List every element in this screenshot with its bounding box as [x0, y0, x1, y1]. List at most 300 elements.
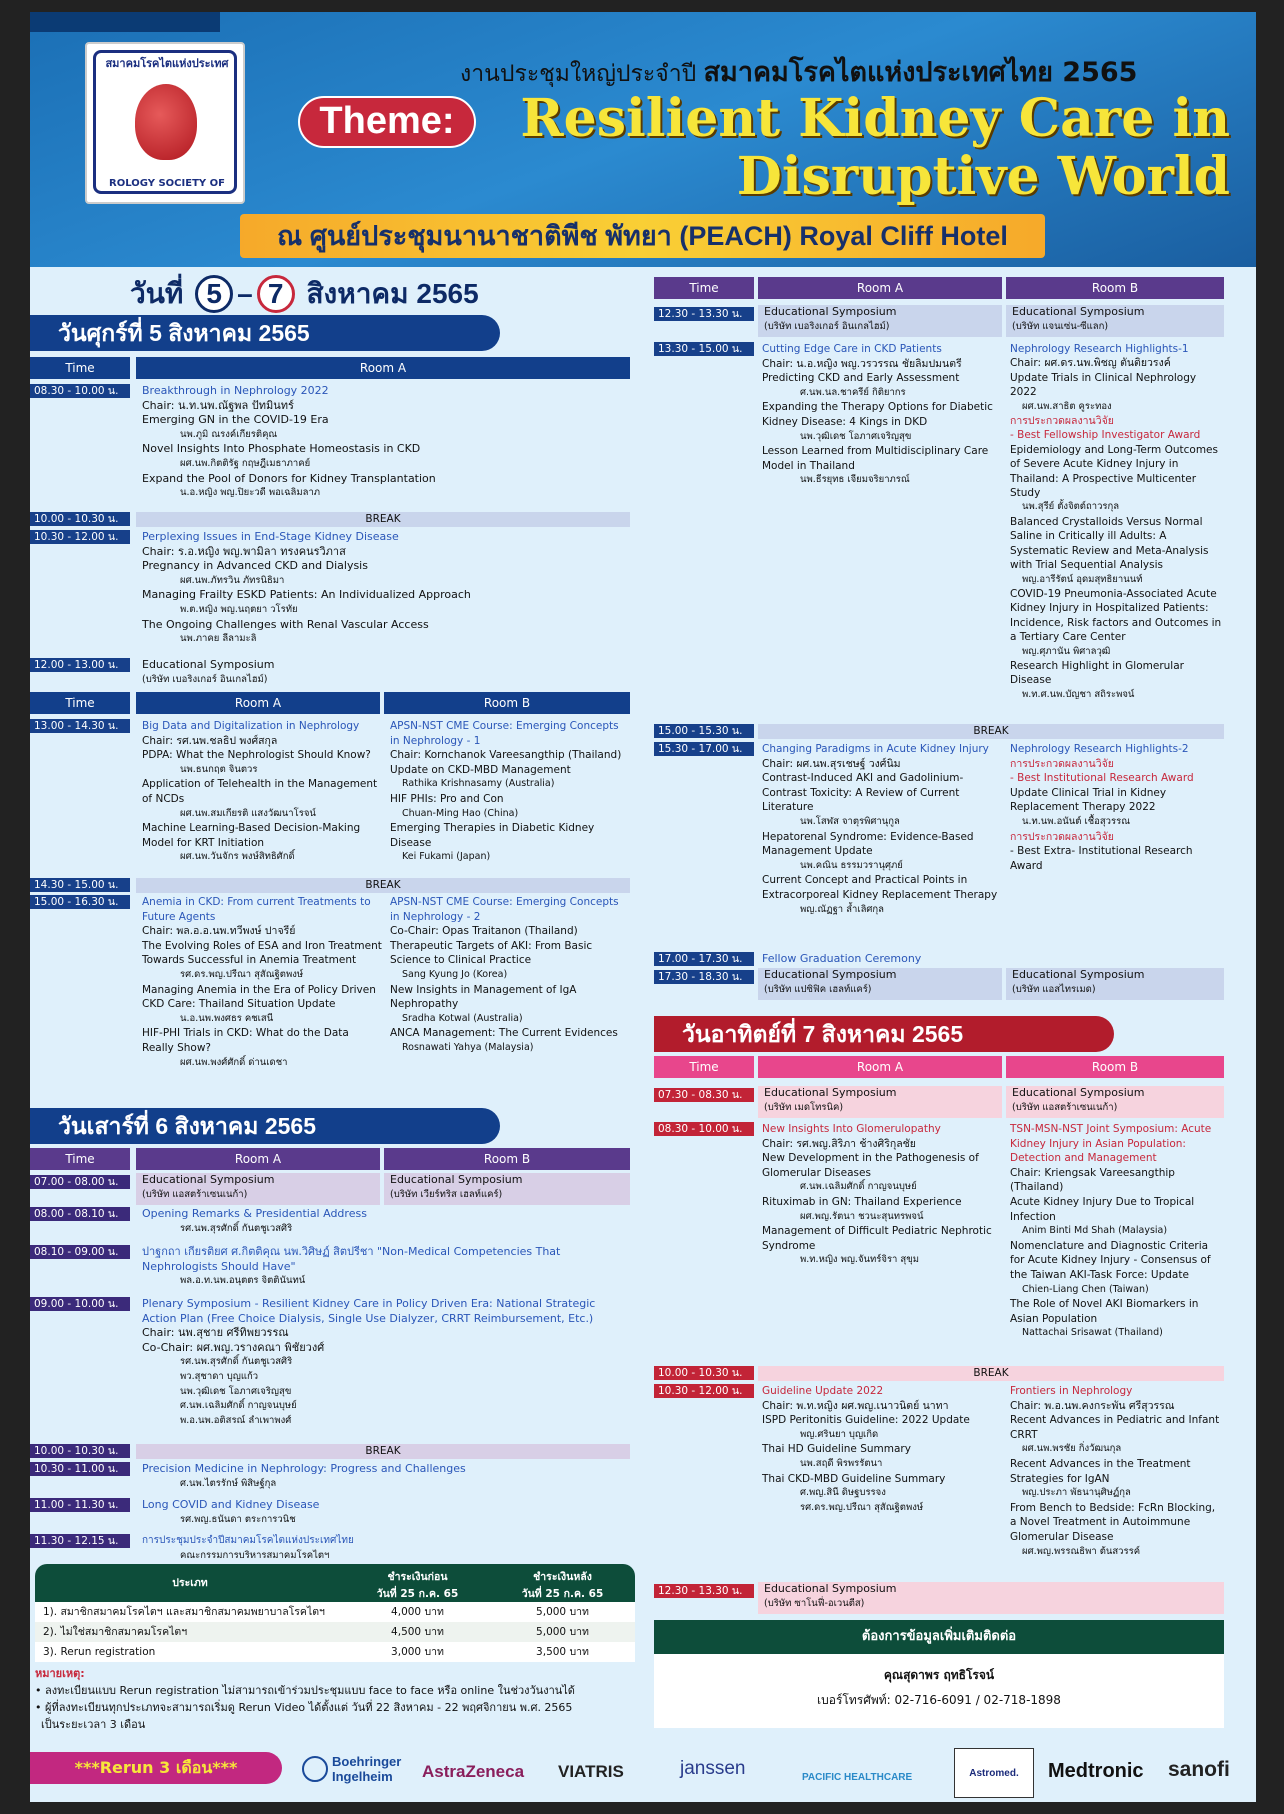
time-slot: 07.00 - 08.00 น. [30, 1175, 130, 1189]
logo-text-bottom: ROLOGY SOCIETY OF [109, 178, 225, 189]
speaker: ผศ.พญ.พรรณธิพา ต้นสวรรค์ [1022, 1545, 1141, 1557]
note-item: • ลงทะเบียนแบบ Rerun registration ไม่สามารถเข้าร่วมประชุมแบบ face to face หรือ online ในช่วงวันงานได้ [35, 1684, 575, 1697]
speaker: Nattachai Srisawat (Thailand) [1022, 1327, 1163, 1339]
speaker: นพ.ภูมิ ณรงค์เกียรติคุณ [180, 428, 278, 440]
time-slot: 10.30 - 12.00 น. [654, 1384, 754, 1398]
sponsor-astromed: Astromed. [954, 1748, 1034, 1798]
talk: ISPD Peritonitis Guideline: 2022 Update [762, 1414, 970, 1427]
col-time: Time [654, 1056, 754, 1078]
talk: Balanced Crystalloids Versus Normal Saline in Critically ill Adults: A Systematic Review and Meta-Analysis with Trial Sequential Analysis [1010, 515, 1209, 572]
sponsor-name: Boehringer [332, 1754, 402, 1769]
contact-name: คุณสุดาพร ฤทธิโรจน์ [883, 1668, 995, 1682]
fee-before-line1: ชำระเงินก่อน [387, 1571, 448, 1583]
session-block [384, 1173, 630, 1205]
speaker: น.ท.นพ.อนันต์ เชื้อสุวรรณ [1022, 815, 1131, 827]
time-slot: 12.00 - 13.00 น. [30, 658, 130, 672]
notes-title: หมายเหตุ: [35, 1667, 85, 1680]
speaker: นพ.วุฒิเดช โอภาศเจริญสุข [800, 430, 912, 442]
talk: Thai CKD-MBD Guideline Summary [762, 1472, 946, 1485]
session-block [390, 719, 628, 865]
talk: Update on CKD-MBD Management [390, 763, 571, 776]
session-chair: Chair: รศ.นพ.ชลธิป พงศ์สกุล [142, 734, 278, 747]
fee-after-line1: ชำระเงินหลัง [533, 1571, 592, 1583]
speaker: คณะกรรมการบริหารสมาคมโรคไตฯ [180, 1549, 330, 1561]
sponsor-pacific: PACIFIC HEALTHCARE [802, 1772, 913, 1783]
notes [35, 1665, 635, 1733]
speaker: พญ.ณัฏฐา ล้ำเลิศกุล [800, 903, 884, 915]
session-title: Perplexing Issues in End-Stage Kidney Disease [142, 530, 399, 543]
break-row: BREAK [136, 512, 630, 527]
session-sponsor: (บริษัท เมดโทรนิค) [764, 1101, 844, 1113]
time-slot: 15.00 - 15.30 น. [654, 724, 754, 738]
session-block [758, 305, 1002, 337]
day3-header: วันอาทิตย์ที่ 7 สิงหาคม 2565 [654, 1016, 1114, 1052]
session-block [142, 1534, 622, 1563]
session-chair: Chair: น.อ.หญิง พญ.วรวรรณ ชัยลิมปมนตรี [762, 357, 962, 370]
session-title: Precision Medicine in Nephrology: Progress and Challenges [142, 1462, 466, 1475]
theme-label: Theme: [298, 96, 476, 148]
talk: Managing Frailty ESKD Patients: An Individualized Approach [142, 588, 471, 602]
time-slot: 17.00 - 17.30 น. [654, 952, 754, 966]
speaker: น.อ.หญิง พญ.ปิยะวดี พอเฉลิมลาภ [180, 487, 321, 499]
time-slot: 08.10 - 09.00 น. [30, 1245, 130, 1259]
note-item: • ผู้ที่ลงทะเบียนทุกประเภทจะสามารถเริ่มดู Rerun Video ได้ตั้งแต่ วันที่ 22 สิงหาคม - 22 พฤศจิกายน พ.ศ. 2565 [35, 1701, 573, 1714]
award-label: - Best Fellowship Investigator Award [1010, 429, 1201, 442]
fee-after-line2: วันที่ 25 ก.ค. 65 [521, 1588, 604, 1600]
speaker: Anim Binti Md Shah (Malaysia) [1022, 1225, 1168, 1237]
time-slot: 14.30 - 15.00 น. [30, 878, 130, 892]
fee-before: 4,500 บาท [391, 1626, 444, 1638]
col-room-a: Room A [136, 1148, 380, 1170]
speaker: Chuan-Ming Hao (China) [402, 807, 519, 819]
speaker: พ.ท.หญิง พญ.จันทร์จิรา สุขุม [800, 1254, 919, 1266]
session-sponsor: (บริษัท แปซิฟิค เฮลท์แคร์) [764, 983, 872, 995]
talk: Emerging Therapies in Diabetic Kidney Disease [390, 822, 595, 849]
session-block [762, 342, 1002, 488]
fee-col-type: ประเภท [35, 1564, 345, 1602]
session-title: การประชุมประจำปีสมาคมโรคไตแห่งประเทศไทย [142, 1535, 354, 1546]
session-block [142, 1297, 622, 1428]
speaker: นพ.สุรีย์ ตั้งจิตต์ถาวรกุล [1022, 501, 1120, 513]
session-block [762, 1122, 1002, 1268]
session-title: Big Data and Digitalization in Nephrology [142, 720, 360, 732]
talk: Pregnancy in Advanced CKD and Dialysis [142, 559, 368, 573]
sponsor-astrazeneca: AstraZeneca [422, 1762, 525, 1781]
session-title: Educational Symposium [142, 658, 275, 671]
session-title: Frontiers in Nephrology [1010, 1385, 1133, 1397]
speaker: ผศ.นพ.พงศ์ศักดิ์ ด่านเดชา [180, 1056, 288, 1068]
sponsor-sanofi: sanofi [1168, 1758, 1230, 1781]
fee-header-row [35, 1564, 635, 1602]
session-chair: Chair: ร.อ.หญิง พญ.พามิลา ทรงคนรวิภาส [142, 544, 346, 558]
session-block [1010, 342, 1224, 702]
talk: The Role of Novel AKI Biomarkers in Asian Population [1010, 1298, 1199, 1325]
logo-text-top: สมาคมโรคไตแห่งประเทศ [105, 57, 229, 70]
day1-header: วันศุกร์ที่ 5 สิงหาคม 2565 [30, 315, 500, 351]
talk: Thai HD Guideline Summary [762, 1443, 911, 1456]
session-sponsor: (บริษัท เวียร์ทริส เฮลท์แคร์) [390, 1188, 503, 1200]
talk: COVID-19 Pneumonia-Associated Acute Kidney Injury in Hospitalized Patients: Incidence, Risk factors and Outcomes in a Tertiary Care Center [1010, 587, 1222, 644]
session-chair: Chair: พ.ท.หญิง ผศ.พญ.เนาวนิตย์ นาทา [762, 1399, 949, 1412]
session-title: Educational Symposium [764, 1086, 897, 1099]
date-end: 7 [257, 275, 295, 313]
session-title: Anemia in CKD: From current Treatments to Future Agents [142, 896, 371, 923]
talk: Update Clinical Trial in Kidney Replacement Therapy 2022 [1010, 786, 1167, 814]
speaker: น.อ.นพ.พงศธร คชเสนี [180, 1012, 274, 1024]
note-text: ลงทะเบียนแบบ Rerun registration ไม่สามารถเข้าร่วมประชุมแบบ face to face หรือ online ในช่วงวันงานได้ [45, 1684, 575, 1697]
talk: Novel Insights Into Phosphate Homeostasis in CKD [142, 442, 421, 456]
session-title: Guideline Update 2022 [762, 1385, 884, 1397]
speaker: รศ.นพ.สุรศักดิ์ กันตชูเวสศิริ [180, 1222, 293, 1234]
session-block [142, 1462, 622, 1491]
award-label: การประกวดผลงานวิจัย [1010, 830, 1114, 843]
speaker: พว.สุชาดา บุญแก้ว [180, 1370, 259, 1382]
event-prefix: งานประชุมใหญ่ประจำปี [460, 61, 697, 87]
speaker: พญ.ศุภานัน พิศาลวุฒิ [1022, 645, 1111, 657]
award-label: การประกวดผลงานวิจัย [1010, 757, 1114, 770]
talk: HIF-PHI Trials in CKD: What do the Data Really Show? [142, 1027, 349, 1054]
time-slot: 08.30 - 10.00 น. [30, 384, 130, 398]
speaker: นพ.ธีรยุทธ เจียมจริยาภรณ์ [800, 474, 910, 486]
session-title: Educational Symposium [1012, 1086, 1145, 1099]
speaker: ผศ.นพ.วันจักร พงษ์สิทธิศักดิ์ [180, 851, 295, 863]
theme-line2: Disruptive World [736, 146, 1230, 207]
talk: The Evolving Roles of ESA and Iron Treatment Towards Successful in Anemia Treatment [142, 939, 382, 967]
fee-after: 3,500 บาท [536, 1646, 589, 1658]
session-sponsor: (บริษัท แอสตร้าเซนเนก้า) [1012, 1101, 1118, 1113]
talk: New Insights in Management of IgA Nephropathy [390, 983, 577, 1011]
col-time: Time [30, 692, 130, 714]
talk: Epidemiology and Long-Term Outcomes of Severe Acute Kidney Injury in Thailand: A Prospective Multicenter Study [1010, 443, 1218, 500]
time-slot: 10.00 - 10.30 น. [30, 1444, 130, 1458]
speaker: นพ.คณิน ธรรมวรานุศุภย์ [800, 859, 903, 871]
session-block [142, 658, 402, 687]
sponsor-viatris: VIATRIS [558, 1762, 624, 1781]
session-block [142, 530, 622, 647]
fee-after: 5,000 บาท [536, 1606, 589, 1618]
session-title: Opening Remarks & Presidential Address [142, 1207, 367, 1220]
session-title: Educational Symposium [764, 1582, 897, 1595]
session-block [762, 952, 1222, 967]
date-suffix: สิงหาคม 2565 [306, 278, 479, 309]
session-chair: Chair: น.ท.นพ.ณัฐพล ปัทมินทร์ [142, 398, 294, 412]
contact-phone: เบอร์โทรศัพท์: 02-716-6091 / 02-718-1898 [817, 1693, 1061, 1707]
session-title: Nephrology Research Highlights-2 [1010, 743, 1189, 755]
sponsor-janssen: janssen [680, 1758, 746, 1779]
speaker: ศ.นพ.เฉลิมศักดิ์ กาญจนบุษย์ [180, 1400, 297, 1412]
speaker: รศ.พญ.ธนันดา ตระการวนิช [180, 1513, 296, 1525]
talk: Recent Advances in Pediatric and Infant CRRT [1010, 1414, 1220, 1441]
time-slot: 15.30 - 17.00 น. [654, 742, 754, 756]
session-block [762, 742, 1002, 917]
note-text: ผู้ที่ลงทะเบียนทุกประเภทจะสามารถเริ่มดู Rerun Video ได้ตั้งแต่ วันที่ 22 สิงหาคม - 22 พฤศจิกายน พ.ศ. 2565 [45, 1701, 573, 1714]
session-title: Fellow Graduation Ceremony [762, 952, 922, 965]
talk: Research Highlight in Glomerular Disease [1010, 659, 1184, 687]
speaker: พญ.อารีรัตน์ อุดมสุทธิยานนท์ [1022, 573, 1143, 585]
session-sponsor: (บริษัท แจนเซ่น-ซีแลก) [1012, 320, 1109, 332]
sponsor-icon [302, 1756, 328, 1782]
session-sponsor: (บริษัท เบอริงเกอร์ อินเกลไฮม์) [142, 673, 268, 685]
col-room-a: Room A [758, 1056, 1002, 1078]
col-room-a: Room A [136, 692, 380, 714]
time-slot: 11.00 - 11.30 น. [30, 1498, 130, 1512]
talk: Managing Anemia in the Era of Policy Driven CKD Care: Thailand Situation Update [142, 983, 376, 1011]
speaker: Sradha Kotwal (Australia) [402, 1012, 523, 1024]
col-room-a: Room A [136, 357, 630, 379]
session-block [758, 968, 1002, 1000]
time-slot: 10.30 - 12.00 น. [30, 530, 130, 544]
session-block [762, 1384, 1002, 1515]
session-title: Educational Symposium [764, 968, 897, 981]
speaker: พ.อ.นพ.อติสรณ์ ลำเพาพงศ์ [180, 1414, 292, 1426]
sponsor-name: Ingelheim [332, 1769, 393, 1784]
award-label: - Best Institutional Research Award [1010, 772, 1194, 785]
session-title: Educational Symposium [1012, 968, 1145, 981]
session-title: Breakthrough in Nephrology 2022 [142, 384, 329, 397]
session-title: Changing Paradigms in Acute Kidney Injury [762, 743, 989, 755]
session-block [142, 1207, 622, 1236]
speaker: พ.ต.หญิง พญ.นฤตยา วโรทัย [180, 603, 298, 615]
session-title: Long COVID and Kidney Disease [142, 1498, 320, 1511]
speaker: ผศ.นพ.สาธิต คูระทอง [1022, 400, 1112, 412]
time-slot: 13.30 - 15.00 น. [654, 342, 754, 356]
talk: Rituximab in GN: Thailand Experience [762, 1195, 962, 1208]
speaker: นพ.วุฒิเดช โอภาศเจริญสุข [180, 1385, 292, 1397]
fee-row [35, 1642, 635, 1662]
session-sponsor: (บริษัท แอสตร้าเซนเนก้า) [142, 1188, 248, 1200]
speaker: พญ.ประภา พัธนานุศิษฏ์กุล [1022, 1487, 1131, 1499]
session-cochair: Co-Chair: ผศ.พญ.วราง​คณา พิชัยวงศ์ [142, 1340, 325, 1354]
fee-table [35, 1564, 635, 1662]
speaker: ศ.นพ.เฉลิมศักดิ์ กาญจนบุษย์ [800, 1181, 917, 1193]
session-title: APSN-NST CME Course: Emerging Concepts in Nephrology - 2 [390, 896, 619, 923]
date-prefix: วันที่ [130, 278, 184, 309]
rerun-badge: ***Rerun 3 เดือน*** [30, 1752, 282, 1784]
time-slot: 08.00 - 08.10 น. [30, 1207, 130, 1221]
talk: Expanding the Therapy Options for Diabetic Kidney Disease: 4 Kings in DKD [762, 401, 993, 428]
theme-line1: Resilient Kidney Care in [520, 88, 1230, 149]
session-chair: Chair: พล.อ.อ.นพ.ทวีพงษ์ ปาจรีย์ [142, 925, 296, 938]
break-row: BREAK [136, 1444, 630, 1459]
session-title: Educational Symposium [1012, 305, 1145, 318]
talk: From Bench to Bedside: FcRn Blocking, a Novel Treatment in Autoimmune Glomerular Disease [1010, 1501, 1216, 1543]
break-row: BREAK [136, 878, 630, 893]
fee-before-line2: วันที่ 25 ก.ค. 65 [376, 1588, 459, 1600]
session-chair: Chair: ผศ.ดร.นพ.พิชญ ตันติยวรงค์ [1010, 357, 1171, 370]
contact-box [654, 1620, 1224, 1728]
speaker: พล.อ.ท.นพ.อนุตตร จิตตินันทน์ [180, 1275, 306, 1287]
speaker: ผศ.นพ.พรชัย กิ่งวัฒนกุล [1022, 1443, 1122, 1455]
time-slot: 17.30 - 18.30 น. [654, 970, 754, 984]
talk: Therapeutic Targets of AKI: From Basic Science to Clinical Practice [390, 939, 593, 967]
session-block [142, 719, 382, 865]
talk: PDPA: What the Nephrologist Should Know? [142, 749, 371, 762]
date-start: 5 [195, 275, 233, 313]
event-title [460, 50, 1137, 93]
session-chair: Chair: พ.อ.นพ.คงกระพัน ศรีสุวรรณ [1010, 1399, 1175, 1412]
speaker: Rosnawati Yahya (Malaysia) [402, 1041, 534, 1053]
speaker: พ.ท.ศ.นพ.บัญชา สถิระพจน์ [1022, 688, 1135, 700]
fee-after: 5,000 บาท [536, 1626, 589, 1638]
talk: ANCA Management: The Current Evidences [390, 1027, 618, 1040]
speaker: ผศ.นพ.กิตติรัฐ กฤษฎีเมธาภาคย์ [180, 457, 311, 469]
time-slot: 07.30 - 08.30 น. [654, 1088, 754, 1102]
fee-col-before [345, 1564, 490, 1602]
talk: Current Concept and Practical Points in Extracorporeal Kidney Replacement Therapy [762, 874, 998, 901]
session-block [142, 384, 622, 501]
talk: Lesson Learned from Multidisciplinary Care Model in Thailand [762, 445, 989, 472]
talk: HIF PHIs: Pro and Con [390, 792, 504, 805]
time-slot: 12.30 - 13.30 น. [654, 307, 754, 321]
session-title: Plenary Symposium - Resilient Kidney Care in Policy Driven Era: National Strategic Action Plan (Free Choice Dialysis, Single Use Dialyzer, CRRT Reimbursement, Etc.) [142, 1297, 596, 1325]
speaker: Chien-Liang Chen (Taiwan) [1022, 1283, 1149, 1295]
fee-row [35, 1622, 635, 1642]
col-room-a: Room A [758, 277, 1002, 299]
session-chair: Chair: Kriengsak Vareesangthip (Thailand) [1010, 1166, 1175, 1194]
kidney-icon [135, 84, 197, 160]
session-block [390, 895, 628, 1056]
note-text: เป็นระยะเวลา 3 เดือน [41, 1718, 146, 1731]
time-slot: 08.30 - 10.00 น. [654, 1122, 754, 1136]
fee-before: 3,000 บาท [391, 1646, 444, 1658]
talk: Contrast-Induced AKI and Gadolinium-Contrast Toxicity: A Review of Current Literature [762, 772, 964, 814]
session-block [1006, 305, 1224, 337]
session-title: Educational Symposium [764, 305, 897, 318]
speaker: นพ.ภาคย ลีลามะลิ [180, 633, 257, 645]
talk: Emerging GN in the COVID-19 Era [142, 413, 329, 427]
session-chair: Co-Chair: Opas Traitanon (Thailand) [390, 925, 578, 938]
col-time: Time [654, 277, 754, 299]
day2-header: วันเสาร์ที่ 6 สิงหาคม 2565 [30, 1108, 500, 1144]
session-block [758, 1086, 1002, 1118]
talk: Update Trials in Clinical Nephrology 2022 [1010, 371, 1197, 399]
session-block [136, 1173, 380, 1205]
session-sponsor: (บริษัท เบอริงเกอร์ อินเกลไฮม์) [764, 320, 890, 332]
speaker: Kei Fukami (Japan) [402, 851, 491, 863]
session-block [1010, 1384, 1224, 1559]
speaker: นพ.สฤดี พิรพรรัตนา [800, 1457, 883, 1469]
col-room-b: Room B [384, 1148, 630, 1170]
header [30, 12, 1256, 267]
time-slot: 15.00 - 16.30 น. [30, 895, 130, 909]
session-block [142, 1498, 622, 1527]
session-title: New Insights Into Glomerulopathy [762, 1123, 941, 1135]
col-room-b: Room B [384, 692, 630, 714]
header-bar [30, 12, 220, 32]
speaker: ผศ.นพ.ภัทรวิน ภัทรนิธิมา [180, 574, 285, 586]
fee-before: 4,000 บาท [391, 1606, 444, 1618]
time-slot: 10.30 - 11.00 น. [30, 1462, 130, 1476]
session-title: Educational Symposium [142, 1173, 275, 1186]
session-block [1010, 1122, 1224, 1341]
col-time: Time [30, 357, 130, 379]
talk: Management of Difficult Pediatric Nephrotic Syndrome [762, 1225, 992, 1252]
contact-title: ต้องการข้อมูลเพิ่มเติมติดต่อ [654, 1620, 1224, 1654]
talk: Machine Learning-Based Decision-Making Model for KRT Initiation [142, 822, 361, 849]
col-room-b: Room B [1006, 1056, 1224, 1078]
session-block [1006, 1086, 1224, 1118]
fee-label: 3). Rerun registration [43, 1646, 156, 1658]
col-time: Time [30, 1148, 130, 1170]
session-block [142, 895, 382, 1070]
society-logo [85, 42, 245, 204]
talk: New Development in the Pathogenesis of Glomerular Diseases [762, 1152, 979, 1179]
session-block [142, 1245, 622, 1289]
event-org: สมาคมโรคไตแห่งประเทศไทย 2565 [703, 57, 1138, 88]
time-slot: 11.30 - 12.15 น. [30, 1534, 130, 1548]
talk: The Ongoing Challenges with Renal Vascular Access [142, 617, 429, 631]
session-block [1006, 968, 1224, 1000]
talk: Expand the Pool of Donors for Kidney Transplantation [142, 471, 436, 485]
fee-col-after [490, 1564, 635, 1602]
col-room-b: Room B [1006, 277, 1224, 299]
time-slot: 09.00 - 10.00 น. [30, 1297, 130, 1311]
award-label: การประกวดผลงานวิจัย [1010, 415, 1114, 428]
talk: Acute Kidney Injury Due to Tropical Infection [1010, 1195, 1195, 1223]
session-title: ปาฐกถา เกียรติยศ ศ.กิตติคุณ นพ.วิศิษฏ์ สิตปรีชา "Non-Medical Competencies That Nephrologists Should Have" [142, 1245, 561, 1273]
session-chair: Chair: Kornchanok Vareesangthip (Thailand) [390, 749, 622, 762]
fee-row [35, 1602, 635, 1622]
talk: Hepatorenal Syndrome: Evidence-Based Management Update [762, 830, 974, 858]
sponsor-medtronic: Medtronic [1048, 1760, 1144, 1782]
talk: Recent Advances in the Treatment Strategies for IgAN [1010, 1457, 1191, 1485]
session-title: APSN-NST CME Course: Emerging Concepts in Nephrology - 1 [390, 720, 619, 747]
session-chair: Chair: นพ.สุชาย ศรีทิพยวรรณ [142, 1326, 289, 1340]
session-chair: Chair: ผศ.นพ.สุรเชษฐ์ วงศ์นิม [762, 757, 901, 770]
event-dates: วันที่ 5 – 7 สิงหาคม 2565 [130, 272, 479, 316]
talk: Application of Telehealth in the Management of NCDs [142, 778, 378, 805]
session-block [758, 1582, 1224, 1614]
session-title: TSN-MSN-NST Joint Symposium: Acute Kidney Injury in Asian Population: Detection and Management [1010, 1123, 1212, 1165]
speaker: ศ.นพ.นล.ชาครีย์ กิติยากร [800, 386, 906, 398]
speaker: Sang Kyung Jo (Korea) [402, 968, 508, 980]
session-sponsor: (บริษัท แอสไทรเมด) [1012, 983, 1096, 995]
speaker: พญ.ศรินยา บุญเกิด [800, 1428, 879, 1440]
session-sponsor: (บริษัท ซาโนฟี่-อเวนตีส) [764, 1597, 865, 1609]
speaker: ศ.พญ.สินี ดิษฐบรรจง [800, 1487, 886, 1499]
sponsor-boehringer [302, 1754, 401, 1784]
speaker: รศ.ดร.พญ.ปรีณา สุสัณฐิตพงษ์ [180, 968, 304, 980]
speaker: ผศ.พญ.รัตนา ชวนะสุนทรพจน์ [800, 1210, 924, 1222]
break-row: BREAK [758, 724, 1224, 739]
speaker: นพ.โสฬส จาตุรพิศานุกูล [800, 815, 900, 827]
award-label: - Best Extra- Institutional Research Award [1010, 845, 1193, 872]
speaker: รศ.นพ.สุรศักดิ์ กันตชูเวสศิริ [180, 1356, 293, 1368]
speaker: รศ.ดร.พญ.ปรีณา สุสัณฐิตพงษ์ [800, 1501, 924, 1513]
talk: Nomenclature and Diagnostic Criteria for Acute Kidney Injury - Consensus of the Taiwan AKI-Task Force: Update [1010, 1239, 1211, 1281]
session-chair: Chair: รศ.พญ.สิริภา ช้างศิริกุลชัย [762, 1137, 916, 1150]
fee-label: 1). สมาชิกสมาคมโรคไตฯ และสมาชิกสมาคมพยาบาลโรคไตฯ [43, 1606, 325, 1618]
talk: Predicting CKD and Early Assessment [762, 372, 960, 385]
venue-banner: ณ ศูนย์ประชุมนานาชาติพีช พัทยา (PEACH) Royal Cliff Hotel [240, 214, 1045, 258]
time-slot: 12.30 - 13.30 น. [654, 1584, 754, 1598]
theme-text [490, 90, 1230, 206]
session-title: Cutting Edge Care in CKD Patients [762, 343, 942, 355]
fee-label: 2). ไม่ใช่สมาชิกสมาคมโรคไตฯ [43, 1626, 188, 1638]
time-slot: 10.00 - 10.30 น. [654, 1366, 754, 1380]
break-row: BREAK [758, 1366, 1224, 1381]
poster [30, 12, 1256, 1802]
session-block [1010, 742, 1224, 873]
speaker: นพ.ธนกฤต จินตวร [180, 763, 258, 775]
speaker: Rathika Krishnasamy (Australia) [402, 778, 555, 790]
session-title: Educational Symposium [390, 1173, 523, 1186]
speaker: ศ.นพ.ไตรรักษ์ พิสิษฐ์กุล [180, 1477, 277, 1489]
session-title: Nephrology Research Highlights-1 [1010, 343, 1189, 355]
speaker: ผศ.นพ.สมเกียรติ แสงวัฒนาโรจน์ [180, 807, 316, 819]
time-slot: 10.00 - 10.30 น. [30, 512, 130, 526]
time-slot: 13.00 - 14.30 น. [30, 719, 130, 733]
